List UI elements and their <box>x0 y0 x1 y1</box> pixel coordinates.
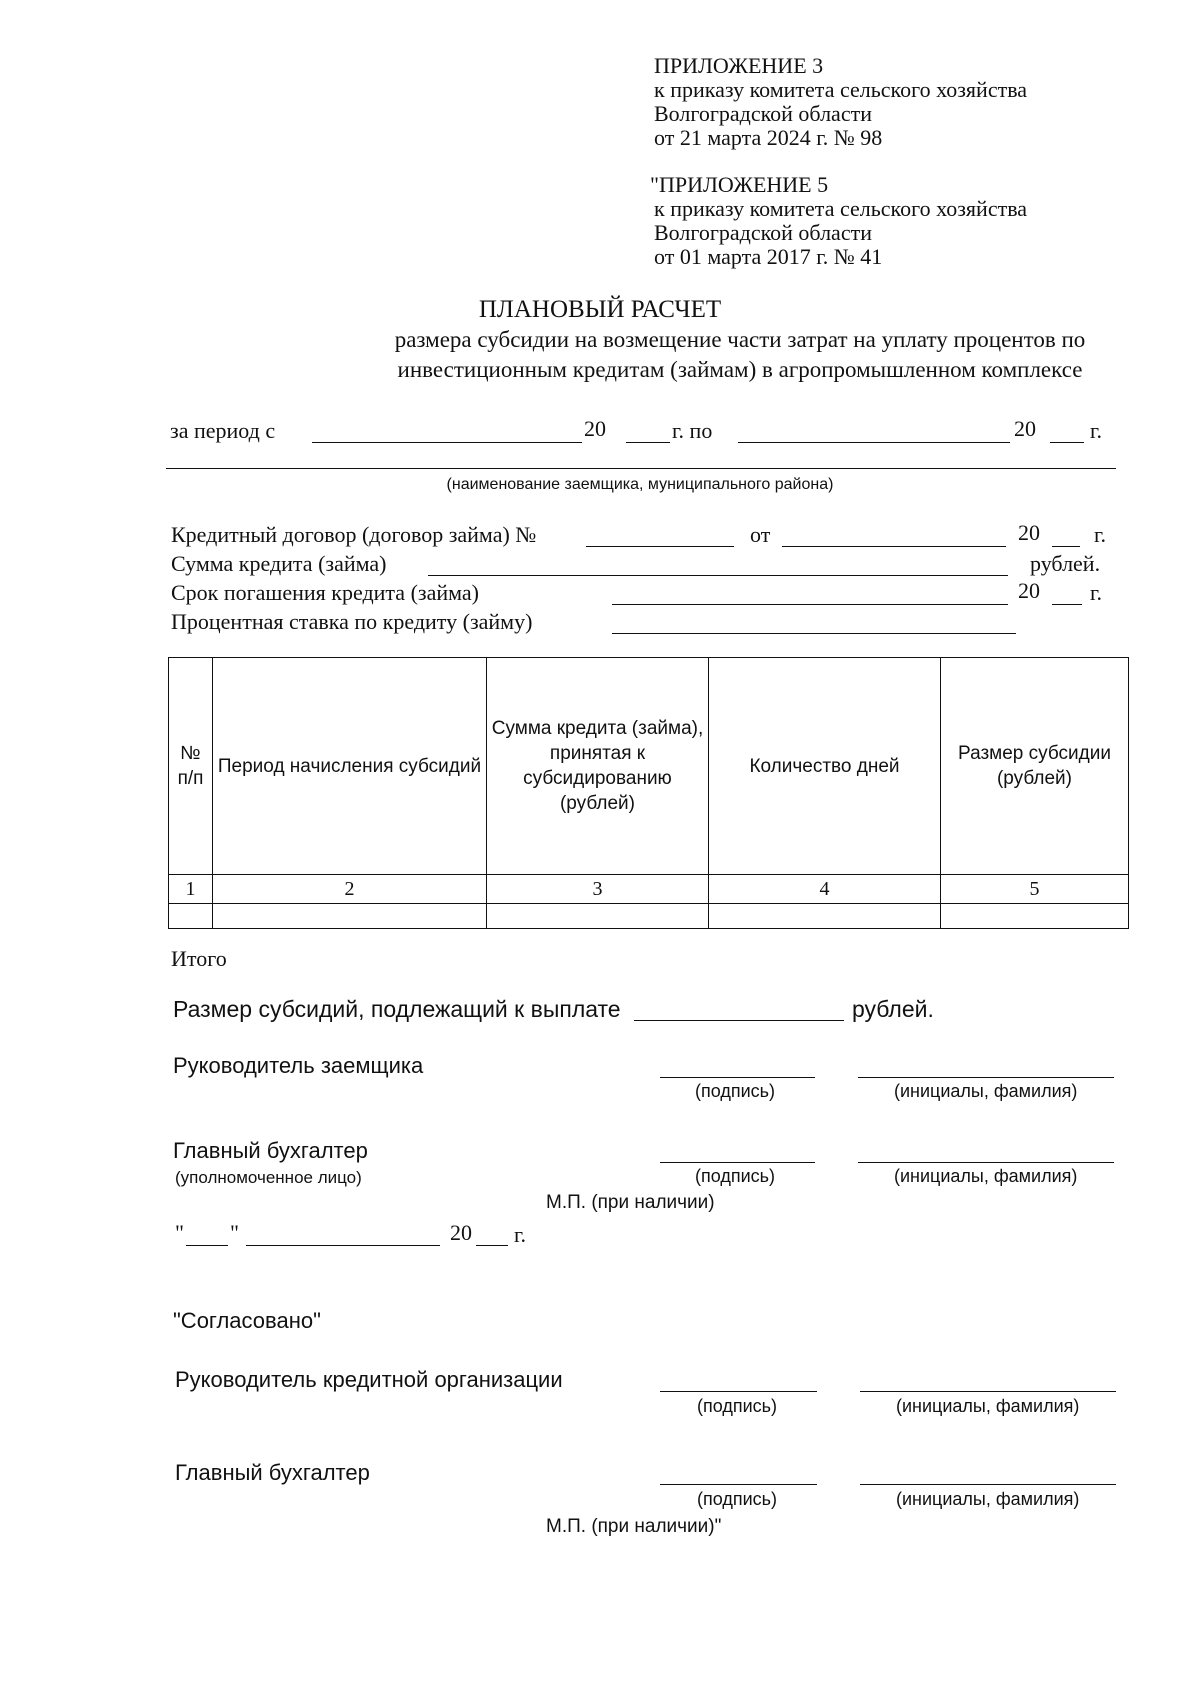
head-borrower-label: Руководитель заемщика <box>173 1053 424 1078</box>
loan-term-year-suffix: г. <box>1090 580 1103 605</box>
period-to-label: г. по <box>672 418 713 443</box>
borrower-caption: (наименование заемщика, муниципального района) <box>446 476 834 493</box>
appendix-original-line2: Волгоградской области <box>654 220 872 245</box>
subsidy-payable-unit: рублей. <box>852 996 934 1022</box>
contract-year-field[interactable] <box>1052 546 1080 547</box>
loan-amount-unit: рублей. <box>1030 551 1101 576</box>
head-bank-name-caption: (инициалы, фамилия) <box>896 1396 1080 1416</box>
appendix-current-line1: к приказу комитета сельского хозяйства <box>654 77 1028 102</box>
contract-label: Кредитный договор (договор займа) № <box>171 522 537 547</box>
total-label: Итого <box>171 946 227 971</box>
loan-term-year-prefix: 20 <box>1018 578 1040 603</box>
date-year-prefix: 20 <box>450 1220 472 1245</box>
loan-amount-field[interactable] <box>428 575 1008 576</box>
table-cell[interactable] <box>487 904 709 929</box>
loan-term-label: Срок погашения кредита (займа) <box>171 580 479 605</box>
contract-date-field[interactable] <box>782 546 1006 547</box>
head-borrower-name-field[interactable] <box>858 1077 1114 1078</box>
table-row <box>169 904 1129 929</box>
seal-label-final: М.П. (при наличии)" <box>546 1516 722 1537</box>
bank-chief-accountant-name-caption: (инициалы, фамилия) <box>896 1489 1080 1509</box>
bank-chief-accountant-label: Главный бухгалтер <box>175 1460 370 1485</box>
loan-amount-label: Сумма кредита (займа) <box>171 551 387 576</box>
table-column-number-row <box>169 875 1129 904</box>
head-borrower-signature-caption: (подпись) <box>695 1081 776 1101</box>
subsidy-payable-field[interactable] <box>634 1020 844 1021</box>
table-header-row <box>169 658 1129 875</box>
authorized-person-label: (уполномоченное лицо) <box>175 1168 362 1187</box>
column-number-cell: 1 <box>169 875 213 904</box>
period-year-prefix-1: 20 <box>584 416 606 441</box>
date-month-field[interactable] <box>246 1245 440 1246</box>
appendix-current-title: ПРИЛОЖЕНИЕ 3 <box>654 53 824 78</box>
loan-term-year-field[interactable] <box>1052 604 1082 605</box>
bank-chief-accountant-signature-field[interactable] <box>660 1484 817 1485</box>
table-cell[interactable] <box>941 904 1129 929</box>
chief-accountant-signature-field[interactable] <box>660 1162 815 1163</box>
header-cell-subsidy: Размер субсидии (рублей) <box>941 658 1129 875</box>
header-cell-loan-amount: Сумма кредита (займа), принятая к субсидированию (рублей) <box>487 658 709 875</box>
period-end-year-field[interactable] <box>1050 442 1084 443</box>
head-borrower-name-caption: (инициалы, фамилия) <box>894 1081 1078 1101</box>
borrower-name-field[interactable] <box>166 468 1116 469</box>
interest-rate-field[interactable] <box>612 633 1016 634</box>
head-bank-signature-field[interactable] <box>660 1391 817 1392</box>
head-bank-label: Руководитель кредитной организации <box>175 1367 563 1392</box>
date-quote-open: " <box>175 1220 184 1245</box>
contract-year-suffix: г. <box>1094 522 1107 547</box>
header-cell-number: № п/п <box>169 658 213 875</box>
period-end-date-field[interactable] <box>738 442 1010 443</box>
head-borrower-signature-field[interactable] <box>660 1077 815 1078</box>
date-year-field[interactable] <box>476 1245 508 1246</box>
head-bank-name-field[interactable] <box>860 1391 1116 1392</box>
agreed-label: "Согласовано" <box>173 1308 321 1333</box>
column-number-cell: 2 <box>213 875 487 904</box>
period-year-prefix-2: 20 <box>1014 416 1036 441</box>
table-cell[interactable] <box>213 904 487 929</box>
contract-from-label: от <box>750 522 771 547</box>
appendix-original-line3: от 01 марта 2017 г. № 41 <box>654 244 883 269</box>
period-year-suffix: г. <box>1090 418 1103 443</box>
appendix-current-line2: Волгоградской области <box>654 101 872 126</box>
appendix-original-title: "ПРИЛОЖЕНИЕ 5 <box>650 172 829 197</box>
contract-year-prefix: 20 <box>1018 520 1040 545</box>
loan-term-field[interactable] <box>612 604 1008 605</box>
document-subtitle-line2: инвестиционным кредитам (займам) в агропромышленном комплексе <box>397 357 1083 382</box>
column-number-cell: 4 <box>709 875 941 904</box>
head-bank-signature-caption: (подпись) <box>697 1396 778 1416</box>
appendix-current-line3: от 21 марта 2024 г. № 98 <box>654 125 883 150</box>
interest-rate-label: Процентная ставка по кредиту (займу) <box>171 609 533 634</box>
subsidy-payable-label: Размер субсидий, подлежащий к выплате <box>173 996 621 1022</box>
date-day-field[interactable] <box>186 1245 228 1246</box>
column-number-cell: 3 <box>487 875 709 904</box>
table-cell[interactable] <box>169 904 213 929</box>
chief-accountant-name-field[interactable] <box>858 1162 1114 1163</box>
bank-chief-accountant-signature-caption: (подпись) <box>697 1489 778 1509</box>
appendix-original-line1: к приказу комитета сельского хозяйства <box>654 196 1028 221</box>
table-cell[interactable] <box>709 904 941 929</box>
period-start-year-field[interactable] <box>626 442 670 443</box>
period-start-date-field[interactable] <box>312 442 582 443</box>
bank-chief-accountant-name-field[interactable] <box>860 1484 1116 1485</box>
contract-number-field[interactable] <box>586 546 734 547</box>
subsidy-table <box>168 657 1129 929</box>
seal-label: М.П. (при наличии) <box>546 1192 715 1213</box>
header-cell-period: Период начисления субсидий <box>213 658 487 875</box>
date-quote-close: " <box>230 1220 239 1245</box>
period-from-label: за период с <box>170 418 276 443</box>
date-year-suffix: г. <box>514 1222 527 1247</box>
document-subtitle-line1: размера субсидии на возмещение части затрат на уплату процентов по <box>394 327 1086 352</box>
chief-accountant-label: Главный бухгалтер <box>173 1138 368 1163</box>
column-number-cell: 5 <box>941 875 1129 904</box>
chief-accountant-name-caption: (инициалы, фамилия) <box>894 1166 1078 1186</box>
header-cell-days: Количество дней <box>709 658 941 875</box>
document-title: ПЛАНОВЫЙ РАСЧЕТ <box>478 296 722 323</box>
chief-accountant-signature-caption: (подпись) <box>695 1166 776 1186</box>
